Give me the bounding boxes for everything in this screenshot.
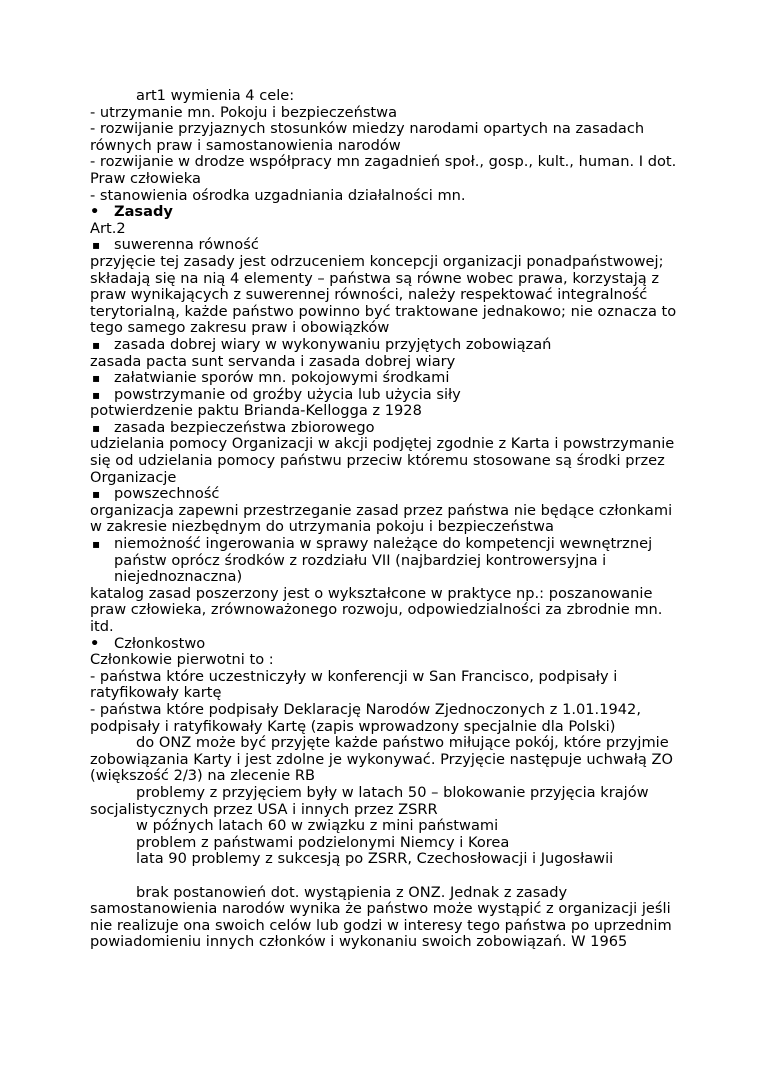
text-line: problemy z przyjęciem były w latach 50 – blokowanie przyjęcia krajów socjalistycznych przez USA i innych przez ZSRR <box>90 783 649 818</box>
heading-text: Zasady <box>114 203 173 221</box>
text-line: - rozwijanie przyjaznych stosunków miedzy narodami opartych na zasadach równych praw i samostanowienia narodów <box>90 120 645 154</box>
text-line: art1 wymienia 4 cele: <box>136 87 295 104</box>
section-heading-czlonkostwo <box>90 636 680 653</box>
list-item: ▪ zasada bezpieczeństwa zbiorowego <box>90 420 680 437</box>
text-line: lata 90 problemy z sukcesją po ZSRR, Czechosłowacji i Jugosławii <box>136 850 614 868</box>
text-line: - rozwijanie w drodze współpracy mn zagadnień społ., gosp., kult., human. I dot. Praw człowieka <box>90 153 677 187</box>
text-line: problem z państwami podzielonymi Niemcy i Korea <box>136 833 510 851</box>
text-line: katalog zasad poszerzony jest o wykształcone w praktyce np.: poszanowanie praw człowieka, zrównoważonego rozwoju, odpowiedzialności za zbrodnie mn. itd. <box>90 584 663 635</box>
list-item: ▪ suwerenna równość <box>90 237 680 254</box>
text-line: potwierdzenie paktu Brianda-Kellogga z 1928 <box>90 402 422 420</box>
text-line: przyjęcie tej zasady jest odrzuceniem koncepcji organizacji ponadpaństwowej; składają się na nią 4 elementy – państwa są równe wobec prawa, korzystają z praw wynikających z suwerennej równości, należy respektować integralność terytorialną, każde państwo powinno być traktowane jednakowo; nie oznacza to tego samego zakresu praw i obowiązków <box>90 252 677 337</box>
text-line: Członkowie pierwotni to : <box>90 651 274 669</box>
list-item: ▪ załatwianie sporów mn. pokojowymi środkami <box>90 370 680 387</box>
text-line: - państwa które podpisały Deklarację Narodów Zjednoczonych z 1.01.1942, podpisały i ratyfikowały Kartę (zapis wprowadzony specjalnie dla Polski) <box>90 700 641 735</box>
section-heading-zasady <box>90 204 680 221</box>
blank-line <box>90 868 680 885</box>
bullet-icon: • <box>90 203 100 221</box>
text-line: Art.2 <box>90 219 126 237</box>
text-line: w późnych latach 60 w związku z mini państwami <box>136 817 499 835</box>
text-line: brak postanowień dot. wystąpienia z ONZ. Jednak z zasady samostanowienia narodów wynika że państwo może wystąpić z organizacji jeśli nie realizuje ona swoich celów lub godzi w interesy tego państwa po uprzednim powiadomieniu innych członków i wykonaniu swoich zobowiązań. W 1965 <box>90 883 672 951</box>
document-body <box>90 88 680 951</box>
text-line: - stanowienia ośrodka uzgadniania działalności mn. <box>90 186 466 204</box>
list-item: ▪ zasada dobrej wiary w wykonywaniu przyjętych zobowiązań <box>90 337 680 354</box>
text-line: - państwa które uczestniczyły w konferencji w San Francisco, podpisały i ratyfikowały kartę <box>90 667 618 702</box>
text-line: organizacja zapewni przestrzeganie zasad przez państwa nie będące członkami w zakresie niezbędnym do utrzymania pokoju i bezpieczeństwa <box>90 501 673 536</box>
list-item: ▪ powszechność <box>90 486 680 503</box>
bullet-icon: • <box>90 634 100 652</box>
heading-text: Członkostwo <box>114 634 206 652</box>
text-line: zasada pacta sunt servanda i zasada dobrej wiary <box>90 352 456 370</box>
text-line: - utrzymanie mn. Pokoju i bezpieczeństwa <box>90 103 398 121</box>
list-item: ▪ powstrzymanie od groźby użycia lub użycia siły <box>90 387 680 404</box>
list-item: ▪ niemożność ingerowania w sprawy należące do kompetencji wewnętrznej państw oprócz środków z rozdziału VII (najbardziej kontrowersyjna i niejednoznaczna) <box>90 536 680 586</box>
text-line: do ONZ może być przyjęte każde państwo miłujące pokój, które przyjmie zobowiązania Karty i jest zdolne je wykonywać. Przyjęcie następuje uchwałą ZO (większość 2/3) na zlecenie RB <box>90 734 673 785</box>
text-line: udzielania pomocy Organizacji w akcji podjętej zgodnie z Karta i powstrzymanie się od udzielania pomocy państwu przeciw któremu stosowane są środki przez Organizacje <box>90 435 675 486</box>
